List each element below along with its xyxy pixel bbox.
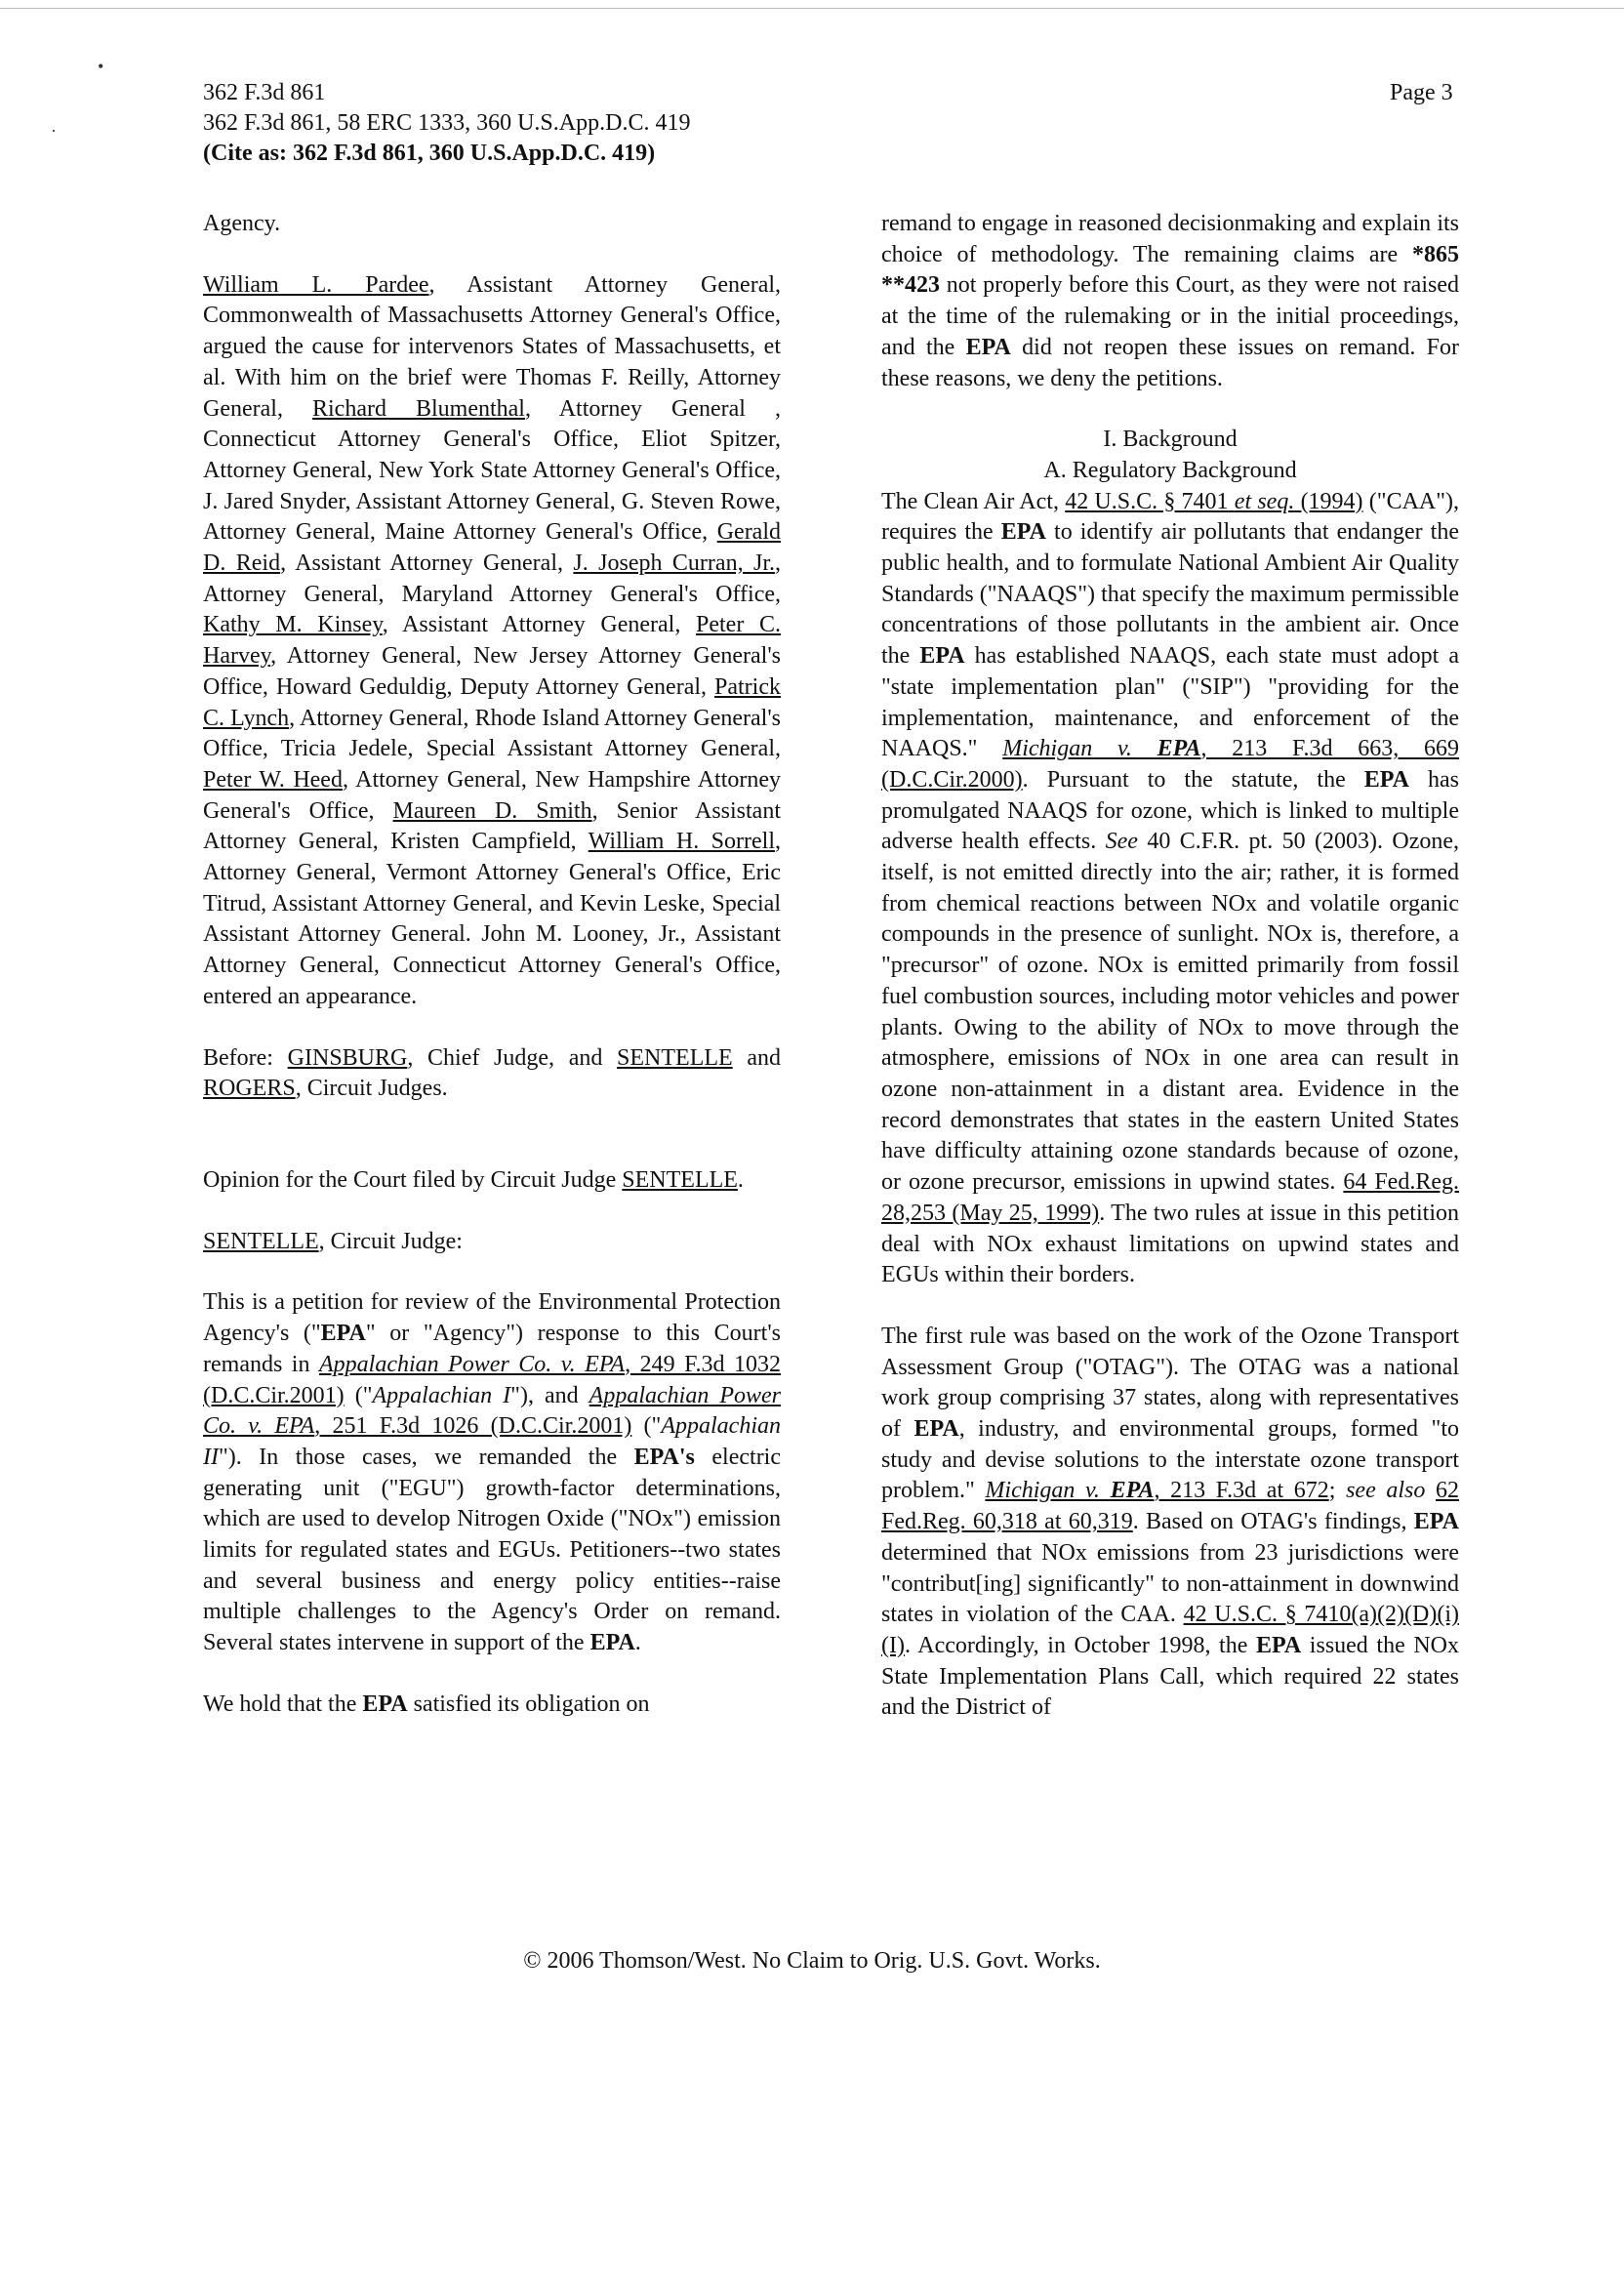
link-michigan-v-epa-2[interactable]: Michigan v. EPA (985, 1478, 1155, 1504)
link-rogers[interactable]: ROGERS (203, 1076, 296, 1102)
link-lynch[interactable]: Patrick C. Lynch (203, 673, 781, 731)
link-curran[interactable]: J. Joseph Curran, Jr. (573, 550, 775, 577)
link-michigan-cite-2[interactable]: , 213 F.3d at 672 (1154, 1478, 1329, 1504)
header-line-2: 362 F.3d 861, 58 ERC 1333, 360 U.S.App.D.C. 419 (203, 110, 691, 136)
link-michigan-v-epa[interactable]: Michigan v. EPA (1002, 736, 1201, 762)
paragraph-judge: SENTELLE, Circuit Judge: (203, 1228, 463, 1254)
left-column (203, 209, 781, 1721)
link-sentelle-judge[interactable]: SENTELLE (203, 1228, 319, 1254)
link-62-fed-reg[interactable]: 62 Fed.Reg. 60,318 at 60,319 (881, 1478, 1460, 1535)
link-42-usc-7410[interactable]: 42 U.S.C. § 7410(a)(2)(D)(i)(I) (881, 1602, 1459, 1658)
header-cite-line: (Cite as: 362 F.3d 861, 360 U.S.App.D.C. 419) (203, 141, 656, 166)
link-64-fed-reg[interactable]: 64 Fed.Reg. 28,253 (May 25, 1999) (881, 1169, 1459, 1226)
right-column (881, 209, 1459, 1724)
link-appalachian-2[interactable]: Appalachian Power Co. v. EPA (203, 1382, 782, 1440)
paragraph-opinion: Opinion for the Court filed by Circuit Judge SENTELLE. (203, 1166, 744, 1193)
paragraph-agency: Agency. (203, 211, 281, 236)
link-42-usc-7401[interactable]: 42 U.S.C. § 7401 et seq. (1994) (1065, 488, 1363, 514)
link-heed[interactable]: Peter W. Heed (203, 766, 343, 793)
paragraph-before: Before: GINSBURG, Chief Judge, and SENTELLE and ROGERS, Circuit Judges. (203, 1044, 782, 1102)
copyright-footer: © 2006 Thomson/West. No Claim to Orig. U.S. Govt. Works. (523, 1948, 1101, 1974)
top-rule (0, 8, 1624, 9)
link-harvey[interactable]: Peter C. Harvey (203, 612, 781, 670)
citation-header (203, 78, 690, 169)
link-ginsburg[interactable]: GINSBURG (287, 1044, 408, 1071)
paragraph-remand: remand to engage in reasoned decisionmaking and explain its choice of methodology. The remaining claims are *865 **423 not properly before this Court, as they were not raised at the time of the rulemaking or in the initial proceedings, and the EPA did not reopen these issues on remand. For these reasons, we deny the petitions. (881, 211, 1459, 391)
paragraph-counsel: William L. Pardee, Assistant Attorney General, Commonwealth of Massachusetts Attorney General's Office, argued the cause for intervenors States of Massachusetts, et al. With him on the brief were Thomas F. Reilly, Attorney General, Richard Blumenthal, Attorney General , Connecticut Attorney General's Office, Eliot Spitzer, Attorney General, New York State Attorney General's Office, J. Jared Snyder, Assistant Attorney General, G. Steven Rowe, Attorney General, Maine Attorney General's Office, Gerald D. Reid, Assistant Attorney General, J. Joseph Curran, Jr., Attorney General, Maryland Attorney General's Office, Kathy M. Kinsey, Assistant Attorney General, Peter C. Harvey, Attorney General, New Jersey Attorney General's Office, Howard Geduldig, Deputy Attorney General, Patrick C. Lynch, Attorney General, Rhode Island Attorney General's Office, Tricia Jedele, Special Assistant Attorney General, Peter W. Heed, Attorney General, New Hampshire Attorney General's Office, Maureen D. Smith, Senior Assistant Attorney General, Kristen Campfield, William H. Sorrell, Attorney General, Vermont Attorney General's Office, Eric Titrud, Assistant Attorney General, and Kevin Leske, Special Assistant Attorney General. John M. Looney, Jr., Assistant Attorney General, Connecticut Attorney General's Office, entered an appearance. (203, 271, 782, 1009)
link-smith[interactable]: Maureen D. Smith (392, 797, 592, 824)
paragraph-hold: We hold that the EPA satisfied its obligation on (203, 1691, 650, 1717)
subsection-heading: A. Regulatory Background (1043, 457, 1297, 483)
link-appalachian-1[interactable]: Appalachian Power Co. v. EPA (318, 1351, 626, 1377)
paragraph-caa: The Clean Air Act, 42 U.S.C. § 7401 et seq. (1994) ("CAA"), requires the EPA to identify air pollutants that endanger the public health, and to formulate National Ambient Air Quality Standards ("NAAQS") that specify the maximum permissible concentrations of those pollutants in the ambient air. Once the EPA has established NAAQS, each state must adopt a "state implementation plan" ("SIP") "providing for the implementation, maintenance, and enforcement of the NAAQS." Michigan v. EPA, 213 F.3d 663, 669 (D.C.Cir.2000). Pursuant to the statute, the EPA has promulgated NAAQS for ozone, which is linked to multiple adverse health effects. See 40 C.F.R. pt. 50 (2003). Ozone, itself, is not emitted directly into the air; rather, it is formed from chemical reactions between NOx and volatile organic compounds in the presence of sunlight. NOx is, therefore, a "precursor" of ozone. NOx is emitted primarily from fossil fuel combustion sources, including motor vehicles and power plants. Owing to the ability of NOx to move through the atmosphere, emissions of NOx in one area can result in ozone non-attainment in a distant area. Evidence in the record demonstrates that states in the eastern United States have difficulty attaining ozone standards because of ozone, or ozone precursor, emissions in upwind states. 64 Fed.Reg. 28,253 (May 25, 1999). The two rules at issue in this petition deal with NOx exhaust limitations on upwind states and EGUs within their borders. (881, 488, 1460, 1288)
link-reid[interactable]: Gerald D. Reid (203, 519, 781, 577)
link-kinsey[interactable]: Kathy M. Kinsey (203, 612, 383, 638)
page-number: Page 3 (1390, 80, 1453, 105)
scan-mark: • (98, 57, 104, 76)
link-michigan-cite[interactable]: , 213 F.3d 663, 669 (D.C.Cir.2000) (881, 736, 1459, 793)
paragraph-petition: This is a petition for review of the Environmental Protection Agency's ("EPA" or "Agency") response to this Court's remands in Appalachian Power Co. v. EPA, 249 F.3d 1032 (D.C.Cir.2001) ("Appalachian I"), and Appalachian Power Co. v. EPA, 251 F.3d 1026 (D.C.Cir.2001) ("Appalachian II"). In those cases, we remanded the EPA's electric generating unit ("EGU") growth-factor determinations, which are used to develop Nitrogen Oxide ("NOx") emission limits for regulated states and EGUs. Petitioners--two states and several business and energy policy entities--raise multiple challenges to the Agency's Order on remand. Several states intervene in support of the EPA. (203, 1289, 782, 1656)
scan-mark: · (51, 121, 57, 141)
link-sentelle[interactable]: SENTELLE (617, 1044, 733, 1071)
link-blumenthal[interactable]: Richard Blumenthal (311, 395, 525, 422)
section-heading: I. Background (1103, 427, 1238, 453)
link-pardee[interactable]: William L. Pardee (203, 271, 429, 298)
link-sentelle-opinion[interactable]: SENTELLE (622, 1166, 738, 1193)
link-appalachian-2-cite[interactable]: , 251 F.3d 1026 (D.C.Cir.2001) (314, 1413, 632, 1440)
link-sorrell[interactable]: William H. Sorrell (588, 829, 775, 855)
paragraph-otag: The first rule was based on the work of the Ozone Transport Assessment Group ("OTAG"). The OTAG was a national work group comprising 37 states, along with representatives of EPA, industry, and environmental groups, formed "to study and devise solutions to the interstate ozone transport problem." Michigan v. EPA, 213 F.3d at 672; see also 62 Fed.Reg. 60,318 at 60,319. Based on OTAG's findings, EPA determined that NOx emissions from 23 jurisdictions were "contribut[ing] significantly" to non-attainment in downwind states in violation of the CAA. 42 U.S.C. § 7410(a)(2)(D)(i)(I). Accordingly, in October 1998, the EPA issued the NOx State Implementation Plans Call, which required 22 states and the District of (881, 1323, 1460, 1721)
header-line-1: 362 F.3d 861 (203, 80, 326, 105)
link-appalachian-1-cite[interactable]: , 249 F.3d 1032 (D.C.Cir.2001) (203, 1351, 781, 1408)
